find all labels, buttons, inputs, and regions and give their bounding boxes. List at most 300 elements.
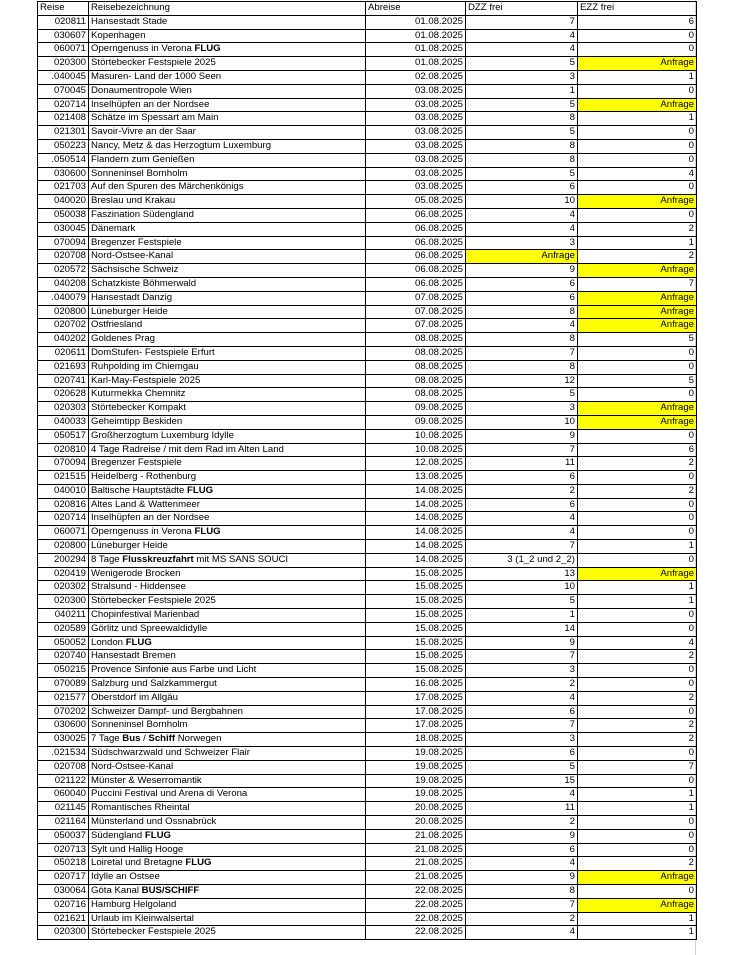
cell-reise: 040010 [38, 484, 89, 498]
cell-ezz: 1 [578, 595, 697, 609]
cell-bezeichnung: Nancy, Metz & das Herzogtum Luxemburg [89, 139, 366, 153]
cell-bezeichnung: Störtebecker Festspiele 2025 [89, 595, 366, 609]
cell-ezz: 0 [578, 346, 697, 360]
cell-dzz: 7 [466, 15, 578, 29]
cell-ezz: 1 [578, 926, 697, 940]
table-row [38, 443, 697, 457]
cell-ezz: 2 [578, 484, 697, 498]
cell-bezeichnung: Kuturmekka Chemnitz [89, 388, 366, 402]
cell-dzz: 9 [466, 264, 578, 278]
cell-dzz: 7 [466, 650, 578, 664]
cell-bezeichnung: Baltische Hauptstädte FLUG [89, 484, 366, 498]
table-row [38, 636, 697, 650]
cell-ezz: 0 [578, 512, 697, 526]
cell-bezeichnung: Loiretal und Bretagne FLUG [89, 857, 366, 871]
cell-reise: 020810 [38, 443, 89, 457]
cell-bezeichnung: Urlaub im Kleinwalsertal [89, 912, 366, 926]
cell-reise: 020816 [38, 498, 89, 512]
cell-abreise: 02.08.2025 [366, 70, 466, 84]
cell-ezz: 1 [578, 236, 697, 250]
header-abreise: Abreise [366, 2, 466, 16]
cell-reise: 020572 [38, 264, 89, 278]
cell-dzz: 7 [466, 898, 578, 912]
cell-ezz: 0 [578, 360, 697, 374]
cell-ezz: 1 [578, 802, 697, 816]
table-row [38, 429, 697, 443]
cell-abreise: 20.08.2025 [366, 816, 466, 830]
cell-ezz: 0 [578, 29, 697, 43]
cell-dzz: 5 [466, 388, 578, 402]
cell-abreise: 06.08.2025 [366, 208, 466, 222]
cell-abreise: 08.08.2025 [366, 333, 466, 347]
table-row [38, 829, 697, 843]
cell-reise: 070094 [38, 236, 89, 250]
cell-reise: 020300 [38, 595, 89, 609]
cell-dzz: 3 (1_2 und 2_2) [466, 553, 578, 567]
cell-reise: 020716 [38, 898, 89, 912]
cell-reise: 040208 [38, 277, 89, 291]
cell-reise: 021693 [38, 360, 89, 374]
spreadsheet [37, 1, 697, 940]
cell-abreise: 07.08.2025 [366, 291, 466, 305]
cell-abreise: 08.08.2025 [366, 360, 466, 374]
cell-reise: 070089 [38, 678, 89, 692]
cell-ezz: 0 [578, 829, 697, 843]
table-row [38, 498, 697, 512]
cell-ezz: Anfrage [578, 291, 697, 305]
cell-ezz: 2 [578, 650, 697, 664]
table-row [38, 195, 697, 209]
cell-abreise: 01.08.2025 [366, 29, 466, 43]
cell-bezeichnung: Operngenuss in Verona FLUG [89, 43, 366, 57]
cell-reise: .021534 [38, 747, 89, 761]
cell-abreise: 22.08.2025 [366, 898, 466, 912]
cell-abreise: 14.08.2025 [366, 540, 466, 554]
cell-dzz: 11 [466, 802, 578, 816]
cell-bezeichnung: Masuren- Land der 1000 Seen [89, 70, 366, 84]
cell-dzz: 4 [466, 319, 578, 333]
cell-abreise: 22.08.2025 [366, 885, 466, 899]
cell-reise: .040045 [38, 70, 89, 84]
table-row [38, 885, 697, 899]
cell-abreise: 19.08.2025 [366, 760, 466, 774]
cell-dzz: 9 [466, 871, 578, 885]
cell-reise: 070045 [38, 84, 89, 98]
cell-dzz: 5 [466, 126, 578, 140]
cell-abreise: 09.08.2025 [366, 415, 466, 429]
cell-ezz: 2 [578, 857, 697, 871]
cell-ezz: 1 [578, 912, 697, 926]
cell-dzz: 1 [466, 84, 578, 98]
cell-ezz: 0 [578, 208, 697, 222]
cell-reise: 030025 [38, 733, 89, 747]
cell-abreise: 17.08.2025 [366, 719, 466, 733]
cell-dzz: 6 [466, 498, 578, 512]
cell-abreise: 03.08.2025 [366, 153, 466, 167]
cell-dzz: 2 [466, 816, 578, 830]
cell-dzz: 4 [466, 29, 578, 43]
cell-bezeichnung: Operngenuss in Verona FLUG [89, 526, 366, 540]
cell-bezeichnung: Sylt und Hallig Hooge [89, 843, 366, 857]
cell-bezeichnung: Puccini Festival und Arena di Verona [89, 788, 366, 802]
table-row [38, 622, 697, 636]
cell-ezz: 0 [578, 153, 697, 167]
table-row [38, 98, 697, 112]
cell-reise: 070202 [38, 705, 89, 719]
cell-bezeichnung: Hansestadt Stade [89, 15, 366, 29]
cell-abreise: 15.08.2025 [366, 567, 466, 581]
cell-ezz: 6 [578, 443, 697, 457]
cell-reise: 050215 [38, 664, 89, 678]
cell-reise: 020302 [38, 581, 89, 595]
cell-bezeichnung: Ruhpolding im Chiemgau [89, 360, 366, 374]
cell-dzz: 7 [466, 540, 578, 554]
header-reise: Reise [38, 2, 89, 16]
cell-bezeichnung: Provence Sinfonie aus Farbe und Licht [89, 664, 366, 678]
cell-abreise: 19.08.2025 [366, 774, 466, 788]
cell-dzz: 9 [466, 636, 578, 650]
cell-ezz: Anfrage [578, 898, 697, 912]
cell-bezeichnung: Wenigerode Brocken [89, 567, 366, 581]
table-row [38, 57, 697, 71]
cell-dzz: 14 [466, 622, 578, 636]
cell-abreise: 08.08.2025 [366, 388, 466, 402]
cell-bezeichnung: Karl-May-Festspiele 2025 [89, 374, 366, 388]
cell-dzz: 2 [466, 484, 578, 498]
cell-bezeichnung: Geheimtipp Beskiden [89, 415, 366, 429]
cell-reise: 020717 [38, 871, 89, 885]
cell-dzz: 5 [466, 595, 578, 609]
cell-bezeichnung: Heidelberg - Rothenburg [89, 471, 366, 485]
table-row [38, 139, 697, 153]
table-row [38, 816, 697, 830]
cell-reise: 020303 [38, 402, 89, 416]
cell-ezz: Anfrage [578, 305, 697, 319]
table-row [38, 484, 697, 498]
cell-abreise: 19.08.2025 [366, 788, 466, 802]
cell-bezeichnung: Störtebecker Kompakt [89, 402, 366, 416]
cell-abreise: 01.08.2025 [366, 57, 466, 71]
cell-dzz: 2 [466, 678, 578, 692]
cell-bezeichnung: 8 Tage Flusskreuzfahrt mit MS SANS SOUCI [89, 553, 366, 567]
cell-abreise: 01.08.2025 [366, 43, 466, 57]
cell-ezz: 0 [578, 388, 697, 402]
cell-dzz: 6 [466, 291, 578, 305]
cell-abreise: 06.08.2025 [366, 250, 466, 264]
cell-reise: 020708 [38, 760, 89, 774]
cell-bezeichnung: Breslau und Krakau [89, 195, 366, 209]
cell-ezz: 0 [578, 678, 697, 692]
cell-abreise: 22.08.2025 [366, 926, 466, 940]
cell-dzz: 6 [466, 277, 578, 291]
cell-ezz: 5 [578, 333, 697, 347]
table-row [38, 29, 697, 43]
cell-ezz: 6 [578, 15, 697, 29]
cell-ezz: 0 [578, 126, 697, 140]
cell-dzz: 6 [466, 843, 578, 857]
cell-dzz: 6 [466, 471, 578, 485]
table-row [38, 167, 697, 181]
cell-dzz: 3 [466, 236, 578, 250]
cell-bezeichnung: Lüneburger Heide [89, 540, 366, 554]
cell-reise: 021408 [38, 112, 89, 126]
table-row [38, 153, 697, 167]
table-row [38, 388, 697, 402]
cell-abreise: 05.08.2025 [366, 195, 466, 209]
cell-dzz: 10 [466, 415, 578, 429]
cell-reise: 030600 [38, 167, 89, 181]
cell-abreise: 15.08.2025 [366, 636, 466, 650]
cell-abreise: 21.08.2025 [366, 871, 466, 885]
table-row [38, 774, 697, 788]
cell-ezz: 0 [578, 553, 697, 567]
cell-abreise: 12.08.2025 [366, 457, 466, 471]
cell-ezz: 0 [578, 609, 697, 623]
cell-ezz: 2 [578, 457, 697, 471]
table-row [38, 567, 697, 581]
cell-bezeichnung: Inselhüpfen an der Nordsee [89, 512, 366, 526]
cell-abreise: 10.08.2025 [366, 443, 466, 457]
cell-dzz: Anfrage [466, 250, 578, 264]
cell-reise: 070094 [38, 457, 89, 471]
cell-reise: .050514 [38, 153, 89, 167]
cell-bezeichnung: Sächsische Schweiz [89, 264, 366, 278]
cell-ezz: 0 [578, 816, 697, 830]
cell-reise: .040079 [38, 291, 89, 305]
cell-dzz: 8 [466, 333, 578, 347]
cell-dzz: 6 [466, 705, 578, 719]
table-row [38, 691, 697, 705]
cell-bezeichnung: Donaumentropole Wien [89, 84, 366, 98]
cell-bezeichnung: Chopinfestival Marienbad [89, 609, 366, 623]
cell-ezz: 2 [578, 222, 697, 236]
cell-bezeichnung: Nord-Ostsee-Kanal [89, 760, 366, 774]
cell-bezeichnung: Inselhüpfen an der Nordsee [89, 98, 366, 112]
cell-ezz: 7 [578, 277, 697, 291]
cell-bezeichnung: Störtebecker Festspiele 2025 [89, 926, 366, 940]
cell-bezeichnung: Idylle an Ostsee [89, 871, 366, 885]
cell-bezeichnung: 4 Tage Radreise / mit dem Rad im Alten Land [89, 443, 366, 457]
cell-dzz: 6 [466, 181, 578, 195]
cell-ezz: Anfrage [578, 415, 697, 429]
cell-abreise: 06.08.2025 [366, 277, 466, 291]
table-row [38, 843, 697, 857]
table-row [38, 898, 697, 912]
cell-bezeichnung: Hamburg Helgoland [89, 898, 366, 912]
cell-ezz: 5 [578, 374, 697, 388]
table-row [38, 70, 697, 84]
cell-dzz: 8 [466, 885, 578, 899]
cell-reise: 020708 [38, 250, 89, 264]
cell-ezz: 1 [578, 788, 697, 802]
cell-ezz: Anfrage [578, 567, 697, 581]
cell-bezeichnung: Faszination Südengland [89, 208, 366, 222]
cell-abreise: 10.08.2025 [366, 429, 466, 443]
cell-ezz: Anfrage [578, 871, 697, 885]
cell-abreise: 17.08.2025 [366, 691, 466, 705]
cell-abreise: 03.08.2025 [366, 126, 466, 140]
table-row [38, 250, 697, 264]
cell-dzz: 11 [466, 457, 578, 471]
cell-ezz: 0 [578, 181, 697, 195]
cell-abreise: 15.08.2025 [366, 609, 466, 623]
cell-reise: 040020 [38, 195, 89, 209]
cell-reise: 060040 [38, 788, 89, 802]
cell-reise: 021515 [38, 471, 89, 485]
table-row [38, 802, 697, 816]
cell-abreise: 21.08.2025 [366, 829, 466, 843]
cell-dzz: 6 [466, 747, 578, 761]
cell-abreise: 14.08.2025 [366, 484, 466, 498]
cell-dzz: 5 [466, 98, 578, 112]
cell-dzz: 7 [466, 719, 578, 733]
cell-reise: 050517 [38, 429, 89, 443]
table-row [38, 402, 697, 416]
table-row [38, 346, 697, 360]
cell-dzz: 4 [466, 208, 578, 222]
cell-dzz: 8 [466, 139, 578, 153]
header-ezz: EZZ frei [578, 2, 697, 16]
cell-ezz: 0 [578, 429, 697, 443]
table-row [38, 581, 697, 595]
header-dzz: DZZ frei [466, 2, 578, 16]
cell-ezz: 0 [578, 664, 697, 678]
cell-reise: 020714 [38, 512, 89, 526]
cell-ezz: 0 [578, 843, 697, 857]
table-row [38, 181, 697, 195]
cell-abreise: 15.08.2025 [366, 622, 466, 636]
cell-bezeichnung: Goldenes Prag [89, 333, 366, 347]
cell-dzz: 4 [466, 43, 578, 57]
cell-dzz: 3 [466, 402, 578, 416]
cell-dzz: 3 [466, 70, 578, 84]
cell-reise: 020628 [38, 388, 89, 402]
table-row [38, 319, 697, 333]
cell-ezz: 0 [578, 84, 697, 98]
cell-bezeichnung: Nord-Ostsee-Kanal [89, 250, 366, 264]
cell-reise: 020741 [38, 374, 89, 388]
cell-abreise: 03.08.2025 [366, 84, 466, 98]
cell-bezeichnung: Flandern zum Genießen [89, 153, 366, 167]
table-row [38, 664, 697, 678]
table-row [38, 236, 697, 250]
cell-bezeichnung: Hansestadt Bremen [89, 650, 366, 664]
cell-ezz: 0 [578, 526, 697, 540]
cell-reise: 030045 [38, 222, 89, 236]
cell-reise: 040033 [38, 415, 89, 429]
cell-dzz: 3 [466, 733, 578, 747]
cell-dzz: 13 [466, 567, 578, 581]
table-row [38, 112, 697, 126]
cell-reise: 020300 [38, 57, 89, 71]
cell-bezeichnung: Göta Kanal BUS/SCHIFF [89, 885, 366, 899]
cell-abreise: 03.08.2025 [366, 139, 466, 153]
cell-abreise: 09.08.2025 [366, 402, 466, 416]
cell-ezz: 4 [578, 167, 697, 181]
table-row [38, 333, 697, 347]
table-row [38, 733, 697, 747]
tour-table [37, 1, 697, 940]
cell-reise: 060071 [38, 526, 89, 540]
cell-ezz: 7 [578, 760, 697, 774]
cell-ezz: 2 [578, 733, 697, 747]
cell-dzz: 4 [466, 857, 578, 871]
cell-ezz: 0 [578, 747, 697, 761]
cell-dzz: 3 [466, 664, 578, 678]
cell-reise: 021145 [38, 802, 89, 816]
cell-reise: 021577 [38, 691, 89, 705]
cell-reise: 030607 [38, 29, 89, 43]
table-row [38, 609, 697, 623]
cell-ezz: Anfrage [578, 264, 697, 278]
table-row [38, 374, 697, 388]
cell-reise: 020419 [38, 567, 89, 581]
cell-reise: 020811 [38, 15, 89, 29]
cell-dzz: 9 [466, 829, 578, 843]
table-row [38, 512, 697, 526]
table-row [38, 912, 697, 926]
cell-bezeichnung: Sonneninsel Bornholm [89, 167, 366, 181]
cell-bezeichnung: Stralsund - Hiddensee [89, 581, 366, 595]
cell-reise: 050218 [38, 857, 89, 871]
table-row [38, 747, 697, 761]
cell-abreise: 13.08.2025 [366, 471, 466, 485]
cell-abreise: 14.08.2025 [366, 512, 466, 526]
cell-bezeichnung: Altes Land & Wattenmeer [89, 498, 366, 512]
cell-dzz: 4 [466, 526, 578, 540]
cell-abreise: 20.08.2025 [366, 802, 466, 816]
cell-bezeichnung: Oberstdorf im Allgäu [89, 691, 366, 705]
cell-abreise: 03.08.2025 [366, 181, 466, 195]
cell-dzz: 10 [466, 581, 578, 595]
table-row [38, 126, 697, 140]
table-body [38, 15, 697, 939]
cell-ezz: 0 [578, 885, 697, 899]
table-row [38, 43, 697, 57]
cell-abreise: 01.08.2025 [366, 15, 466, 29]
cell-bezeichnung: Südengland FLUG [89, 829, 366, 843]
cell-dzz: 4 [466, 691, 578, 705]
cell-ezz: Anfrage [578, 98, 697, 112]
cell-dzz: 8 [466, 153, 578, 167]
cell-abreise: 03.08.2025 [366, 98, 466, 112]
cell-dzz: 4 [466, 222, 578, 236]
cell-bezeichnung: Schätze im Spessart am Main [89, 112, 366, 126]
cell-abreise: 06.08.2025 [366, 236, 466, 250]
cell-dzz: 7 [466, 346, 578, 360]
table-row [38, 415, 697, 429]
cell-bezeichnung: Sonneninsel Bornholm [89, 719, 366, 733]
cell-bezeichnung: Romantisches Rheintal [89, 802, 366, 816]
cell-dzz: 10 [466, 195, 578, 209]
cell-dzz: 4 [466, 926, 578, 940]
cell-dzz: 7 [466, 443, 578, 457]
table-row [38, 705, 697, 719]
cell-bezeichnung: London FLUG [89, 636, 366, 650]
cell-reise: 030600 [38, 719, 89, 733]
cell-abreise: 08.08.2025 [366, 374, 466, 388]
cell-dzz: 9 [466, 429, 578, 443]
cell-ezz: 0 [578, 705, 697, 719]
table-row [38, 291, 697, 305]
cell-abreise: 17.08.2025 [366, 705, 466, 719]
cell-abreise: 14.08.2025 [366, 526, 466, 540]
header-row [38, 2, 697, 16]
cell-reise: 020800 [38, 305, 89, 319]
cell-abreise: 15.08.2025 [366, 650, 466, 664]
cell-bezeichnung: Großherzogtum Luxemburg Idylle [89, 429, 366, 443]
cell-ezz: 0 [578, 139, 697, 153]
